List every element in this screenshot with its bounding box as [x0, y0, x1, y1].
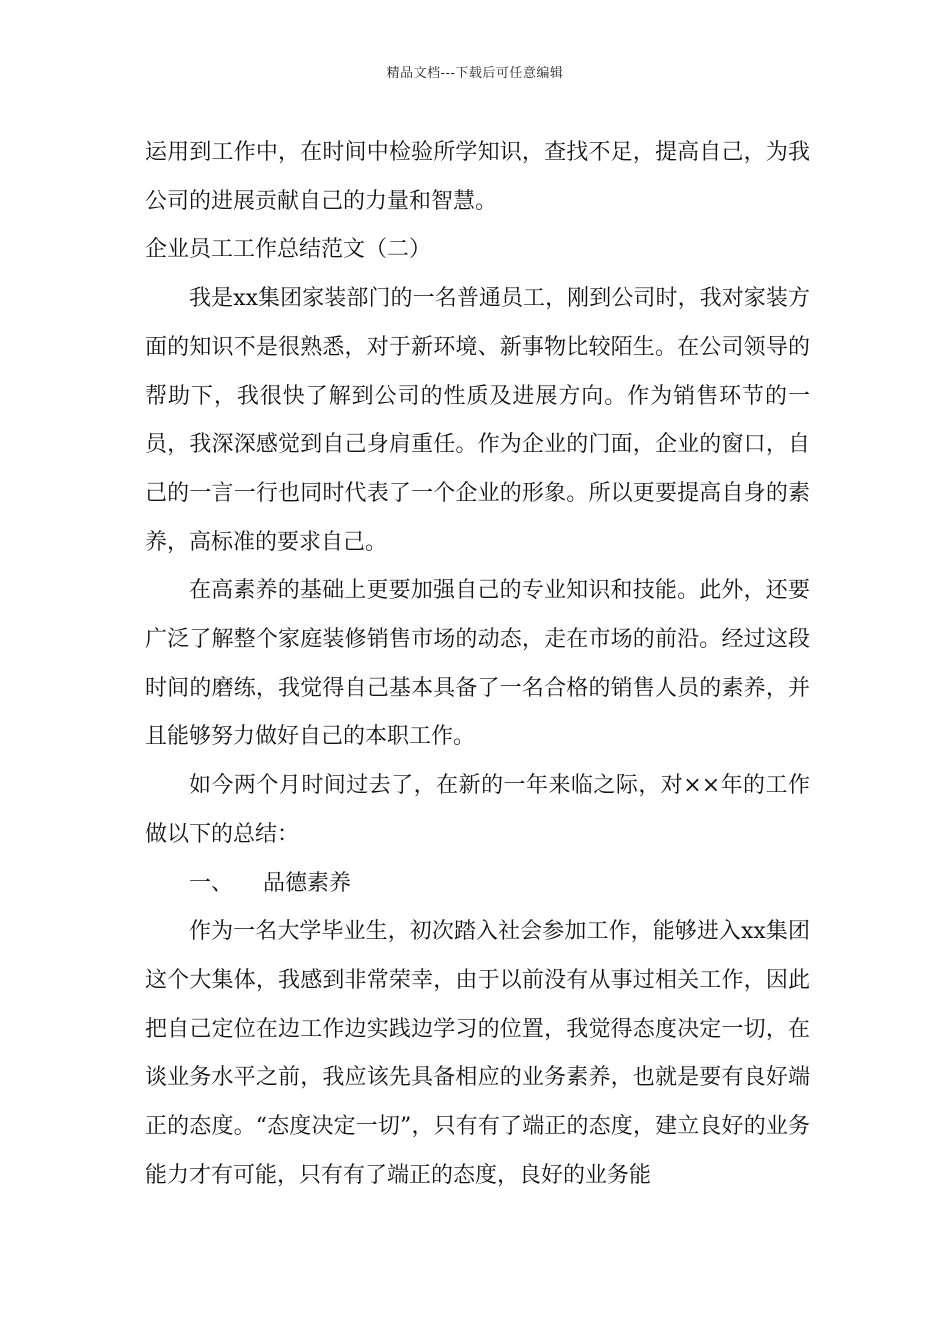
document-body — [145, 129, 810, 1200]
section-title: 企业员工工作总结范文（二） — [145, 237, 432, 263]
subsection-number: 一、 — [189, 870, 234, 896]
subsection-heading — [145, 860, 810, 909]
paragraph-summary-lead: 如今两个月时间过去了，在新的一年来临之际，对××年的工作做以下的总结： — [145, 773, 810, 847]
paragraph-intro: 我是xx集团家装部门的一名普通员工，刚到公司时，我对家装方面的知识不是很熟悉，对于新环境、新事物比较陌生。在公司领导的帮助下，我很快了解到公司的性质及进展方向。作为销售环节的一员，我深深感觉到自己身肩重任。作为企业的门面，企业的窗口，自己的一言一行也同时代表了一个企业的形象。所以更要提高自身的素养，高标准的要求自己。 — [145, 286, 810, 555]
paragraph-continuation: 运用到工作中，在时间中检验所学知识，查找不足，提高自己，为我公司的进展贡献自己的力量和智慧。 — [145, 140, 810, 214]
subsection-title: 品德素养 — [263, 870, 352, 896]
page-header: 精品文档---下载后可任意编辑 — [386, 66, 564, 81]
paragraph-skills: 在高素养的基础上更要加强自己的专业知识和技能。此外，还要广泛了解整个家庭装修销售市场的动态，走在市场的前沿。经过这段时间的磨练，我觉得自己基本具备了一名合格的销售人员的素养，并且能够努力做好自己的本职工作。 — [145, 578, 810, 750]
paragraph-moral: 作为一名大学毕业生，初次踏入社会参加工作，能够进入xx集团这个大集体，我感到非常荣幸，由于以前没有从事过相关工作，因此把自己定位在边工作边实践边学习的位置，我觉得态度决定一切，在谈业务水平之前，我应该先具备相应的业务素养，也就是要有良好端正的态度。“态度决定一切”，只有有了端正的态度，建立良好的业务能力才有可能，只有有了端正的态度，良好的业务能 — [145, 919, 810, 1188]
